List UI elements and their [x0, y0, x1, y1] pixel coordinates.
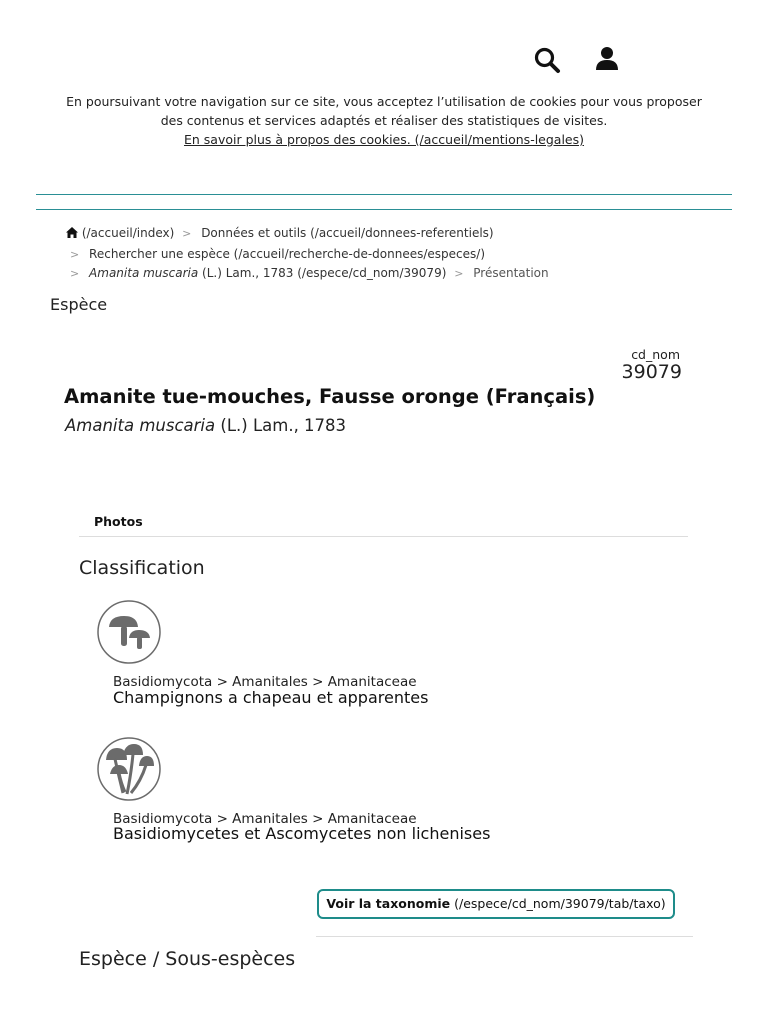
scientific-author: (L.) Lam., 1783 — [215, 416, 347, 435]
classification-group: Basidiomycetes et Ascomycetes non lichenises — [113, 824, 491, 843]
section-divider — [316, 936, 693, 937]
page-title: Amanite tue-mouches, Fausse oronge (Français) — [64, 385, 596, 408]
header-divider-top — [36, 194, 732, 195]
classification-group: Champignons a chapeau et apparentes — [113, 688, 429, 707]
cookie-text-line1: En poursuivant votre navigation sur ce site, vous acceptez l’utilisation de cookies pour vous proposer — [66, 94, 702, 109]
page-section-label: Espèce — [50, 295, 108, 314]
cookie-more-link[interactable]: En savoir plus à propos des cookies. (/accueil/mentions-legales) — [183, 132, 585, 147]
cd-nom-value: 39079 — [621, 361, 682, 383]
tab-photos[interactable]: Photos — [94, 514, 143, 529]
home-icon[interactable] — [66, 225, 78, 245]
cookie-banner — [40, 92, 728, 149]
view-taxonomy-label: Voir la taxonomie — [326, 896, 451, 911]
breadcrumb-separator: > — [70, 247, 80, 261]
classification-lineage: Basidiomycota > Amanitales > Amanitaceae — [113, 811, 417, 827]
cookie-text-line2: des contenus et services adaptés et réaliser des statistiques de visites. — [160, 113, 608, 128]
view-taxonomy-button[interactable] — [317, 889, 675, 919]
search-icon[interactable] — [533, 46, 561, 74]
breadcrumb-species[interactable] — [89, 266, 446, 280]
classification-lineage: Basidiomycota > Amanitales > Amanitaceae — [113, 674, 417, 690]
scientific-name-italic: Amanita muscaria — [65, 416, 216, 435]
classification-heading: Classification — [79, 557, 205, 579]
scientific-name — [65, 416, 346, 435]
breadcrumb-donnees[interactable]: Données et outils (/accueil/donnees-referentiels) — [201, 226, 494, 240]
mushroom-cluster-icon — [97, 737, 161, 801]
breadcrumb-species-name: Amanita muscaria — [89, 266, 199, 280]
breadcrumb-separator: > — [454, 267, 464, 280]
breadcrumb — [66, 224, 549, 284]
header-divider-bottom — [36, 209, 732, 210]
breadcrumb-species-rest: (L.) Lam., 1783 (/espece/cd_nom/39079) — [198, 266, 447, 280]
subspecies-heading: Espèce / Sous-espèces — [79, 948, 296, 970]
mushroom-icon — [97, 600, 161, 664]
breadcrumb-recherche[interactable]: Rechercher une espèce (/accueil/recherche-de-donnees/especes/) — [89, 246, 486, 261]
breadcrumb-current: Présentation — [473, 266, 549, 280]
breadcrumb-separator: > — [182, 227, 192, 240]
user-icon[interactable] — [594, 45, 620, 73]
tab-divider — [79, 536, 688, 537]
cd-nom-label: cd_nom — [631, 347, 680, 362]
breadcrumb-home[interactable]: (/accueil/index) — [81, 226, 175, 240]
view-taxonomy-url: (/espece/cd_nom/39079/tab/taxo) — [450, 896, 666, 911]
breadcrumb-separator: > — [70, 267, 80, 280]
